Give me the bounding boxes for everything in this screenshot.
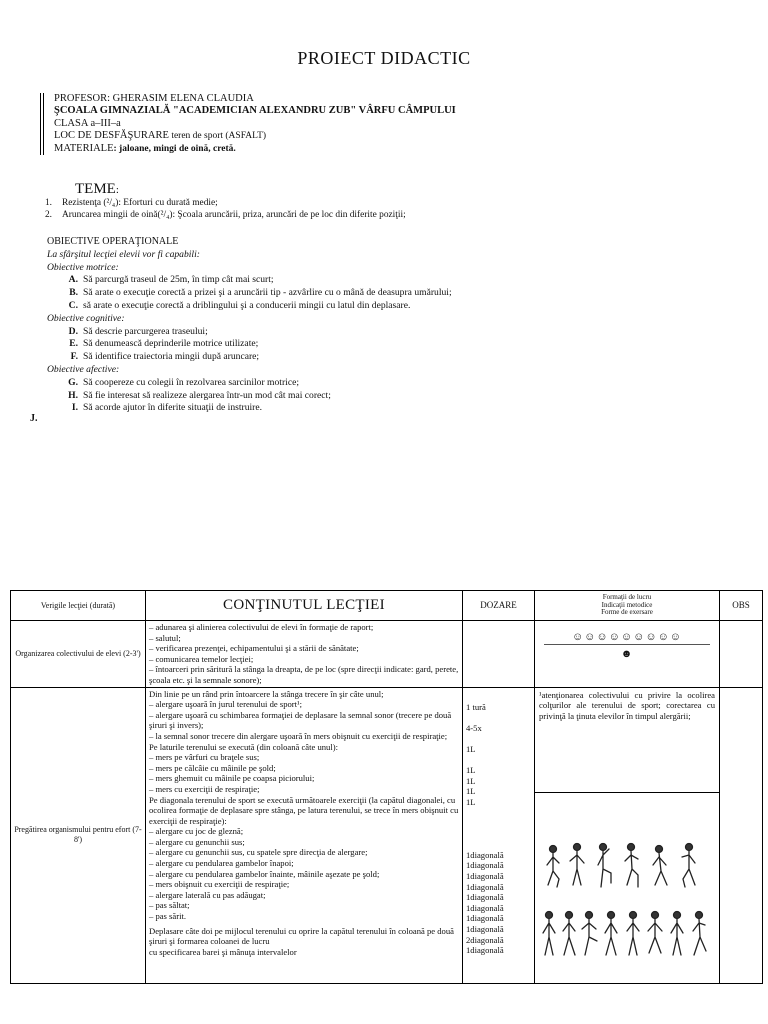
objective-text: Să parcurgă traseul de 25m, în timp cât mai scurt;	[83, 274, 274, 286]
content-line: – mers ghemuit cu mâinile pe coapsa piciorului;	[149, 773, 315, 784]
affective-objectives-label: Obiective afective:	[47, 363, 120, 375]
exercise-figures	[535, 793, 719, 983]
dosage-value: 1L	[466, 786, 476, 797]
profesor-line: PROFESOR: GHERASIM ELENA CLAUDIA	[54, 93, 254, 104]
header-obs: OBS	[720, 591, 763, 621]
themes-list	[36, 198, 406, 221]
objective-text: să arate o execuţie corectă a driblingului şi a conducerii mingii cu latul din deplasare.	[83, 299, 411, 311]
formation-cell	[535, 687, 720, 983]
stage-cell: Pregătirea organismului pentru efort (7-8')	[11, 687, 146, 983]
content-line: cu specificarea barei şi mânuţa intervalelor	[149, 946, 297, 957]
objective-letter: D.	[68, 325, 78, 337]
materials-value: : jaloane, mingi de oină, cretă.	[113, 143, 236, 154]
content-line: – verificarea prezenţei, echipamentului şi a stării de sănătate;	[149, 643, 359, 654]
content-line: – alergare uşoară cu schimbarea formaţiei de deplasare la semnal sonor (trecere pe două şiruri şi invers);	[149, 709, 452, 731]
content-line: – comunicarea temelor lecţiei;	[149, 653, 254, 664]
dosage-value: 1diagonală	[466, 860, 504, 871]
content-line: – la semnal sonor trecere din alergare uşoară în mers obişnuit cu exerciţii de respiraţie;	[149, 730, 448, 741]
content-line: – alergare cu pendularea gambelor înainte, mâinile aşezate pe şold;	[149, 868, 380, 879]
content-line: – mers pe vârfuri cu braţele sus;	[149, 752, 260, 763]
objective-item	[47, 390, 452, 403]
objective-item	[47, 274, 452, 287]
dosage-value: 1diagonală	[466, 902, 504, 913]
objective-item	[47, 326, 452, 339]
formation-cell	[535, 621, 720, 688]
content-line: – adunarea şi alinierea colectivului de elevi în formaţie de raport;	[149, 622, 374, 632]
content-line: – mers cu exerciţii de respiraţie;	[149, 783, 260, 794]
dosage-value	[466, 829, 531, 840]
objective-text: Să acorde ajutor în diferite situaţii de instruire.	[83, 402, 263, 414]
themes-title: TEME	[75, 181, 116, 197]
dosage-value: 1diagonală	[466, 945, 504, 956]
objective-item	[47, 402, 452, 415]
content-line: – salutul;	[149, 632, 181, 643]
objective-text: Să descrie parcurgerea traseului;	[83, 325, 208, 337]
content-line: Din linie pe un rând prin întoarcere la stânga trecere în şir câte unul;	[149, 688, 384, 699]
header-formations-line: Forme de exersare	[601, 608, 653, 617]
dosage-value: 1diagonală	[466, 892, 504, 903]
obs-cell	[720, 687, 763, 983]
objective-letter: B.	[69, 287, 78, 299]
dosage-value: 1diagonală	[466, 913, 504, 924]
dosage-value: 1diagonală	[466, 924, 504, 935]
content-line: – alergare cu joc de gleznă;	[149, 826, 244, 837]
dosage-value	[466, 818, 531, 829]
content-line: – întoarceri prin săritură la stânga la dreapta, de pe loc (spre direcţii indicate: gard, perete, şcoala etc. şi la semnale sonore);	[149, 664, 459, 685]
dosage-value	[466, 733, 531, 744]
school-line: ŞCOALA GIMNAZIALĂ "ACADEMICIAN ALEXANDRU ZUB" VÂRFU CÂMPULUI	[54, 105, 456, 117]
cognitive-objectives-label: Obiective cognitive:	[47, 312, 125, 324]
dosage-cell	[463, 621, 535, 688]
header-info-block	[40, 93, 554, 155]
objective-letter: A.	[68, 274, 78, 286]
teacher-icon: ☻	[620, 647, 634, 660]
header-stages: Verigile lecţiei (durată)	[11, 591, 146, 621]
dosage-value: 1L	[466, 775, 476, 786]
dosage-value	[466, 839, 531, 850]
objective-item	[47, 377, 452, 390]
objective-letter: C.	[68, 299, 78, 311]
content-line: – mers pe călcâie cu mâinile pe şold;	[149, 762, 276, 773]
objectives-intro: La sfârşitul lecţiei elevii vor fi capabili:	[47, 248, 200, 260]
objective-letter: I.	[71, 402, 78, 414]
objective-item	[47, 338, 452, 351]
theme-number: 1.	[44, 198, 52, 208]
content-line: – alergare cu genunchii sus, cu spatele spre direcţia de alergare;	[149, 847, 368, 858]
dosage-value: 1 tură	[466, 701, 486, 712]
content-line: – pas săltat;	[149, 900, 190, 911]
table-row	[11, 687, 763, 983]
lesson-table	[10, 590, 763, 984]
objectives-section	[47, 236, 452, 415]
content-line: – mers obişnuit cu exerciţii de respiraţie;	[149, 879, 290, 890]
class-line: CLASA a–III–a	[54, 117, 121, 129]
content-cell	[146, 621, 463, 688]
themes-heading	[75, 181, 119, 198]
table-header-row	[11, 591, 763, 621]
stage-cell: Organizarea colectivului de elevi (2-3')	[11, 621, 146, 688]
methodical-note: ¹atenţionarea colectivului cu privire la ocolirea colţurilor ale terenului de sport; corectarea cu privinţă la ţinuta elevilor în timpul alergării;	[535, 688, 719, 793]
objective-letter: G.	[68, 376, 78, 388]
objective-letter: F.	[70, 351, 78, 363]
dosage-value	[466, 712, 531, 723]
students-row: ☺☺☺☺☺☺☺☺☺	[544, 632, 710, 645]
content-line: Pe laturile terenului se execută (din coloană câte unul):	[149, 741, 338, 752]
objectives-heading: OBIECTIVE OPERAŢIONALE	[47, 236, 179, 247]
dosage-value: 1L	[466, 743, 476, 754]
dosage-cell	[463, 687, 535, 983]
theme-text: Rezistenţa (²/₄): Eforturi cu durată medie;	[62, 198, 218, 208]
header-formations-line: Indicaţii metodice	[601, 600, 653, 609]
location-line	[54, 130, 554, 142]
dosage-value: 1L	[466, 796, 476, 807]
objective-item	[47, 287, 452, 300]
header-formations	[535, 591, 720, 621]
theme-text: Aruncarea mingii de oină(²/₄): Şcoala aruncării, priza, aruncări de pe loc din diferite poziţii;	[62, 209, 406, 220]
objective-item	[47, 300, 452, 313]
running-figures-illustration	[535, 793, 718, 983]
dosage-value: 2diagonală	[466, 934, 504, 945]
location-label: LOC DE DESFĂŞURARE	[54, 130, 169, 142]
theme-number: 2.	[44, 209, 52, 220]
dosage-value: 1L	[466, 765, 476, 776]
objective-text: Să denumească deprinderile motrice utilizate;	[83, 338, 259, 350]
materials-line	[54, 143, 554, 155]
header-content: CONŢINUTUL LECŢIEI	[146, 591, 463, 621]
objective-letter-j: J.	[30, 413, 38, 424]
dosage-value: 4-5x	[466, 722, 482, 733]
content-cell	[146, 687, 463, 983]
location-value: teren de sport (ASFALT)	[168, 131, 267, 142]
theme-item	[36, 210, 406, 222]
table-row	[11, 621, 763, 688]
motor-objectives-label: Obiective motrice:	[47, 261, 119, 273]
objective-letter: H.	[68, 389, 78, 401]
themes-colon: :	[115, 184, 119, 196]
dosage-value	[466, 755, 531, 766]
objective-text: Să fie interesat să realizeze alergarea într-un mod cât mai corect;	[83, 389, 331, 401]
dosage-value: 1diagonală	[466, 849, 504, 860]
materials-label: MATERIALE	[54, 142, 114, 154]
dosage-value	[466, 689, 531, 702]
document-title: PROIECT DIDACTIC	[297, 48, 471, 68]
content-line: – alergare cu pendularea gambelor înapoi;	[149, 858, 294, 869]
header-formations-line: Formaţii de lucru	[602, 593, 652, 602]
objective-text: Să identifice traiectoria mingii după aruncare;	[83, 351, 260, 363]
content-line: Pe diagonala terenului de sport se execută următoarele exerciţii (la capătul diagonalei, cu ocolirea formaţie de deplasare spre stânga, pe latura terenului, se trece în mers obişnuit cu exerciţii de respiraţie):	[149, 794, 459, 826]
dosage-value: 1diagonală	[466, 881, 504, 892]
objective-item	[47, 351, 452, 364]
header-dosage: DOZARE	[463, 591, 535, 621]
objective-text: Să coopereze cu colegii în rezolvarea sarcinilor motrice;	[83, 376, 300, 388]
obs-cell	[720, 621, 763, 688]
objective-text: Să arate o execuţie corectă a prizei şi a aruncării tip - azvârlire cu o mână de deasupra umărului;	[83, 287, 452, 299]
objective-letter: E.	[69, 338, 78, 350]
content-line: – alergare uşoară în jurul terenului de sport¹;	[149, 699, 302, 710]
content-line: – pas sărit.	[149, 911, 186, 922]
theme-item	[36, 198, 406, 210]
content-line: Deplasare câte doi pe mijlocul terenului cu oprire la capătul terenului în coloană pe două şiruri şi formarea coloanei de lucru	[149, 925, 454, 947]
content-line: – alergare cu genunchii sus;	[149, 836, 245, 847]
content-line: – alergare laterală cu pas adăugat;	[149, 889, 266, 900]
dosage-value: 1diagonală	[466, 871, 504, 882]
dosage-value	[466, 808, 531, 819]
